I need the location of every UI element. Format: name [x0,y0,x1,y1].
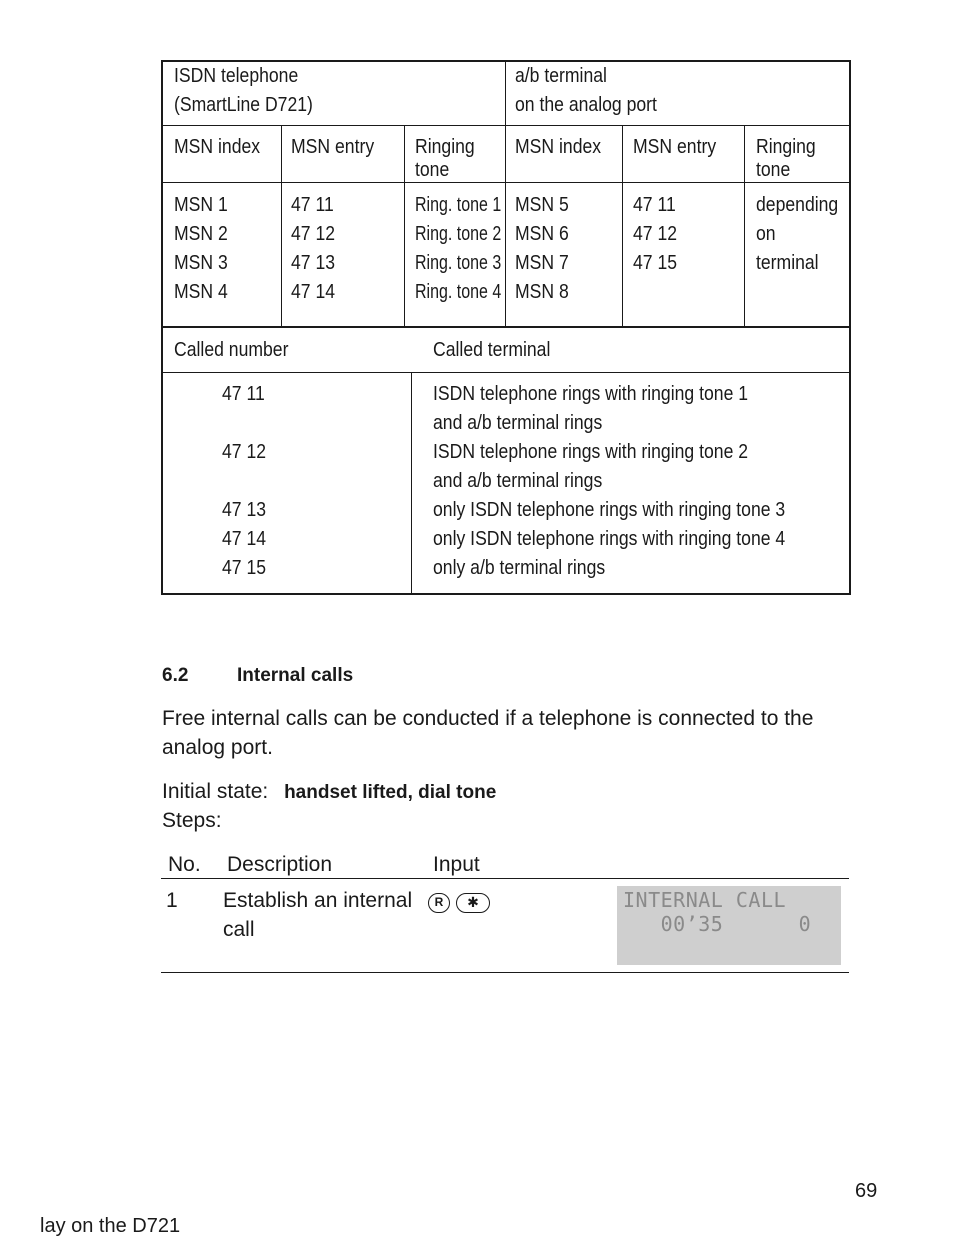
called-terminal-header: Called terminal [433,339,551,361]
initial-state [162,777,496,807]
running-title: lay on the D721 [40,1215,181,1237]
ringing-tone-column: Ring. tone 1 Ring. tone 2 Ring. tone 3 Ring. tone 4 [415,194,502,303]
table-rule [404,125,405,326]
table-rule [161,972,849,973]
msn-index-column: MSN 5 MSN 6 MSN 7 MSN 8 [515,194,569,303]
called-terminal-table [161,326,851,595]
r-key-icon: R [428,893,450,913]
initial-state-value: handset lifted, dial tone [284,782,497,803]
msn-entry-column: 47 11 47 12 47 13 47 14 [291,194,336,303]
column-header: MSN entry [291,136,375,158]
col-header-description: Description [227,853,333,876]
column-header: MSN entry [633,136,717,158]
intro-paragraph: Free internal calls can be conducted if a telephone is connected to the analog port. [162,707,814,759]
lcd-line-1: INTERNAL CALL [623,888,787,912]
initial-state-label: Initial state: [162,780,269,803]
step-description: Establish an internal call [223,889,413,941]
star-key-icon: ✱ [456,893,490,913]
section-title: Internal calls [237,665,354,686]
called-number-column: 47 11 47 12 47 13 47 14 47 15 [222,383,267,579]
table-rule [411,372,412,593]
called-number-header: Called number [174,339,289,361]
msn-index-column: MSN 1 MSN 2 MSN 3 MSN 4 [174,194,228,303]
steps-label: Steps: [162,809,222,832]
col-header-no: No. [168,853,201,876]
lcd-line-2: 00’35 0 [623,912,812,936]
table-rule [161,878,849,879]
table-rule [163,372,849,373]
ringing-tone-column: depending on terminal [756,194,839,274]
table-rule [163,182,849,183]
table-rule [744,125,745,326]
group-header-ab: a/b terminal on the analog port [515,65,657,116]
col-header-input: Input [433,853,480,876]
lcd-display [617,886,841,965]
page-number: 69 [855,1180,878,1202]
table-rule [281,125,282,326]
step-number: 1 [166,889,178,912]
column-header: MSN index [174,136,261,158]
group-header-isdn: ISDN telephone (SmartLine D721) [174,65,313,116]
section-number: 6.2 [162,665,189,686]
msn-entry-column: 47 11 47 12 47 15 [633,194,678,274]
column-header: Ringing tone [756,136,816,181]
column-header: Ringing tone [415,136,475,181]
table-rule [163,125,849,126]
table-rule [622,125,623,326]
column-header: MSN index [515,136,602,158]
called-terminal-column: ISDN telephone rings with ringing tone 1 and a/b terminal rings ISDN telephone rings with ringing tone 2 and a/b terminal rings only ISDN telephone rings with ringing tone 3 only ISDN telephone rings with ringing tone 4 only a/b terminal rings [433,383,786,579]
msn-assignment-table [161,60,851,328]
